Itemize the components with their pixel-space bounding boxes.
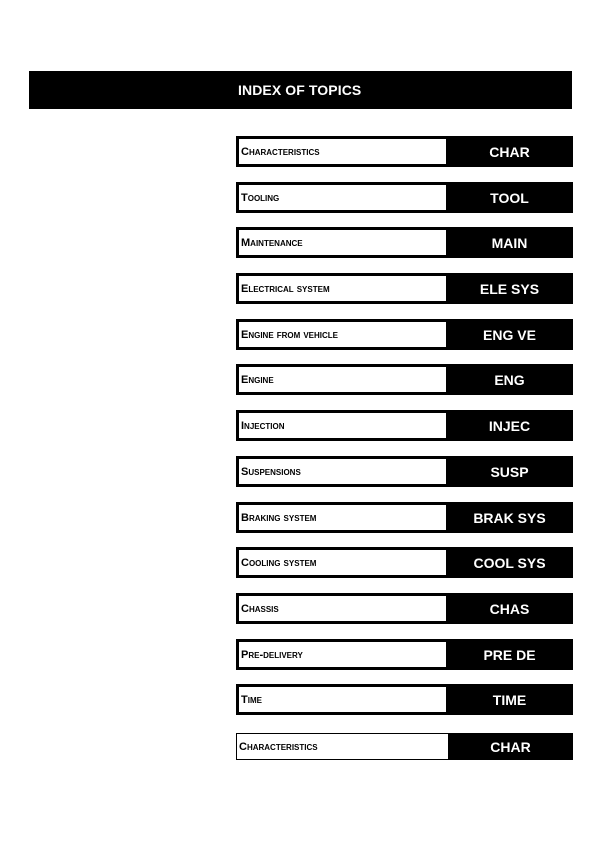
topic-name: Time bbox=[236, 684, 446, 715]
topic-row-maintenance[interactable] bbox=[236, 227, 573, 258]
topic-code: BRAK SYS bbox=[446, 502, 573, 533]
topic-row-suspensions[interactable] bbox=[236, 456, 573, 487]
topic-code: MAIN bbox=[446, 227, 573, 258]
topic-code: CHAS bbox=[446, 593, 573, 624]
topic-name: Characteristics bbox=[236, 733, 448, 760]
topic-name: Maintenance bbox=[236, 227, 446, 258]
topic-code: SUSP bbox=[446, 456, 573, 487]
topic-name: Braking system bbox=[236, 502, 446, 533]
topic-name: Tooling bbox=[236, 182, 446, 213]
topic-code: PRE DE bbox=[446, 639, 573, 670]
topic-code: INJEC bbox=[446, 410, 573, 441]
topic-name: Pre-delivery bbox=[236, 639, 446, 670]
topic-name: Cooling system bbox=[236, 547, 446, 578]
topic-row-injection[interactable] bbox=[236, 410, 573, 441]
topic-row-cooling-system[interactable] bbox=[236, 547, 573, 578]
topic-name: Engine from vehicle bbox=[236, 319, 446, 350]
topic-row-braking-system[interactable] bbox=[236, 502, 573, 533]
topic-row-time[interactable] bbox=[236, 684, 573, 715]
topic-code: ENG bbox=[446, 364, 573, 395]
topic-name: Chassis bbox=[236, 593, 446, 624]
topic-row-electrical-system[interactable] bbox=[236, 273, 573, 304]
header-bar bbox=[29, 71, 572, 109]
topic-name: Characteristics bbox=[236, 136, 446, 167]
topic-row-characteristics[interactable] bbox=[236, 136, 573, 167]
topic-name: Engine bbox=[236, 364, 446, 395]
topic-code: TIME bbox=[446, 684, 573, 715]
topic-code: CHAR bbox=[448, 733, 573, 760]
topic-row-engine-from-vehicle[interactable] bbox=[236, 319, 573, 350]
topic-code: ELE SYS bbox=[446, 273, 573, 304]
topic-name: Injection bbox=[236, 410, 446, 441]
page-title: INDEX OF TOPICS bbox=[238, 82, 362, 98]
topic-code: CHAR bbox=[446, 136, 573, 167]
topic-code: COOL SYS bbox=[446, 547, 573, 578]
topic-name: Electrical system bbox=[236, 273, 446, 304]
topic-code: TOOL bbox=[446, 182, 573, 213]
topic-row-chassis[interactable] bbox=[236, 593, 573, 624]
topic-name: Suspensions bbox=[236, 456, 446, 487]
topic-row-pre-delivery[interactable] bbox=[236, 639, 573, 670]
topic-row-characteristics-current[interactable] bbox=[236, 733, 573, 760]
topic-row-tooling[interactable] bbox=[236, 182, 573, 213]
topic-code: ENG VE bbox=[446, 319, 573, 350]
topic-row-engine[interactable] bbox=[236, 364, 573, 395]
